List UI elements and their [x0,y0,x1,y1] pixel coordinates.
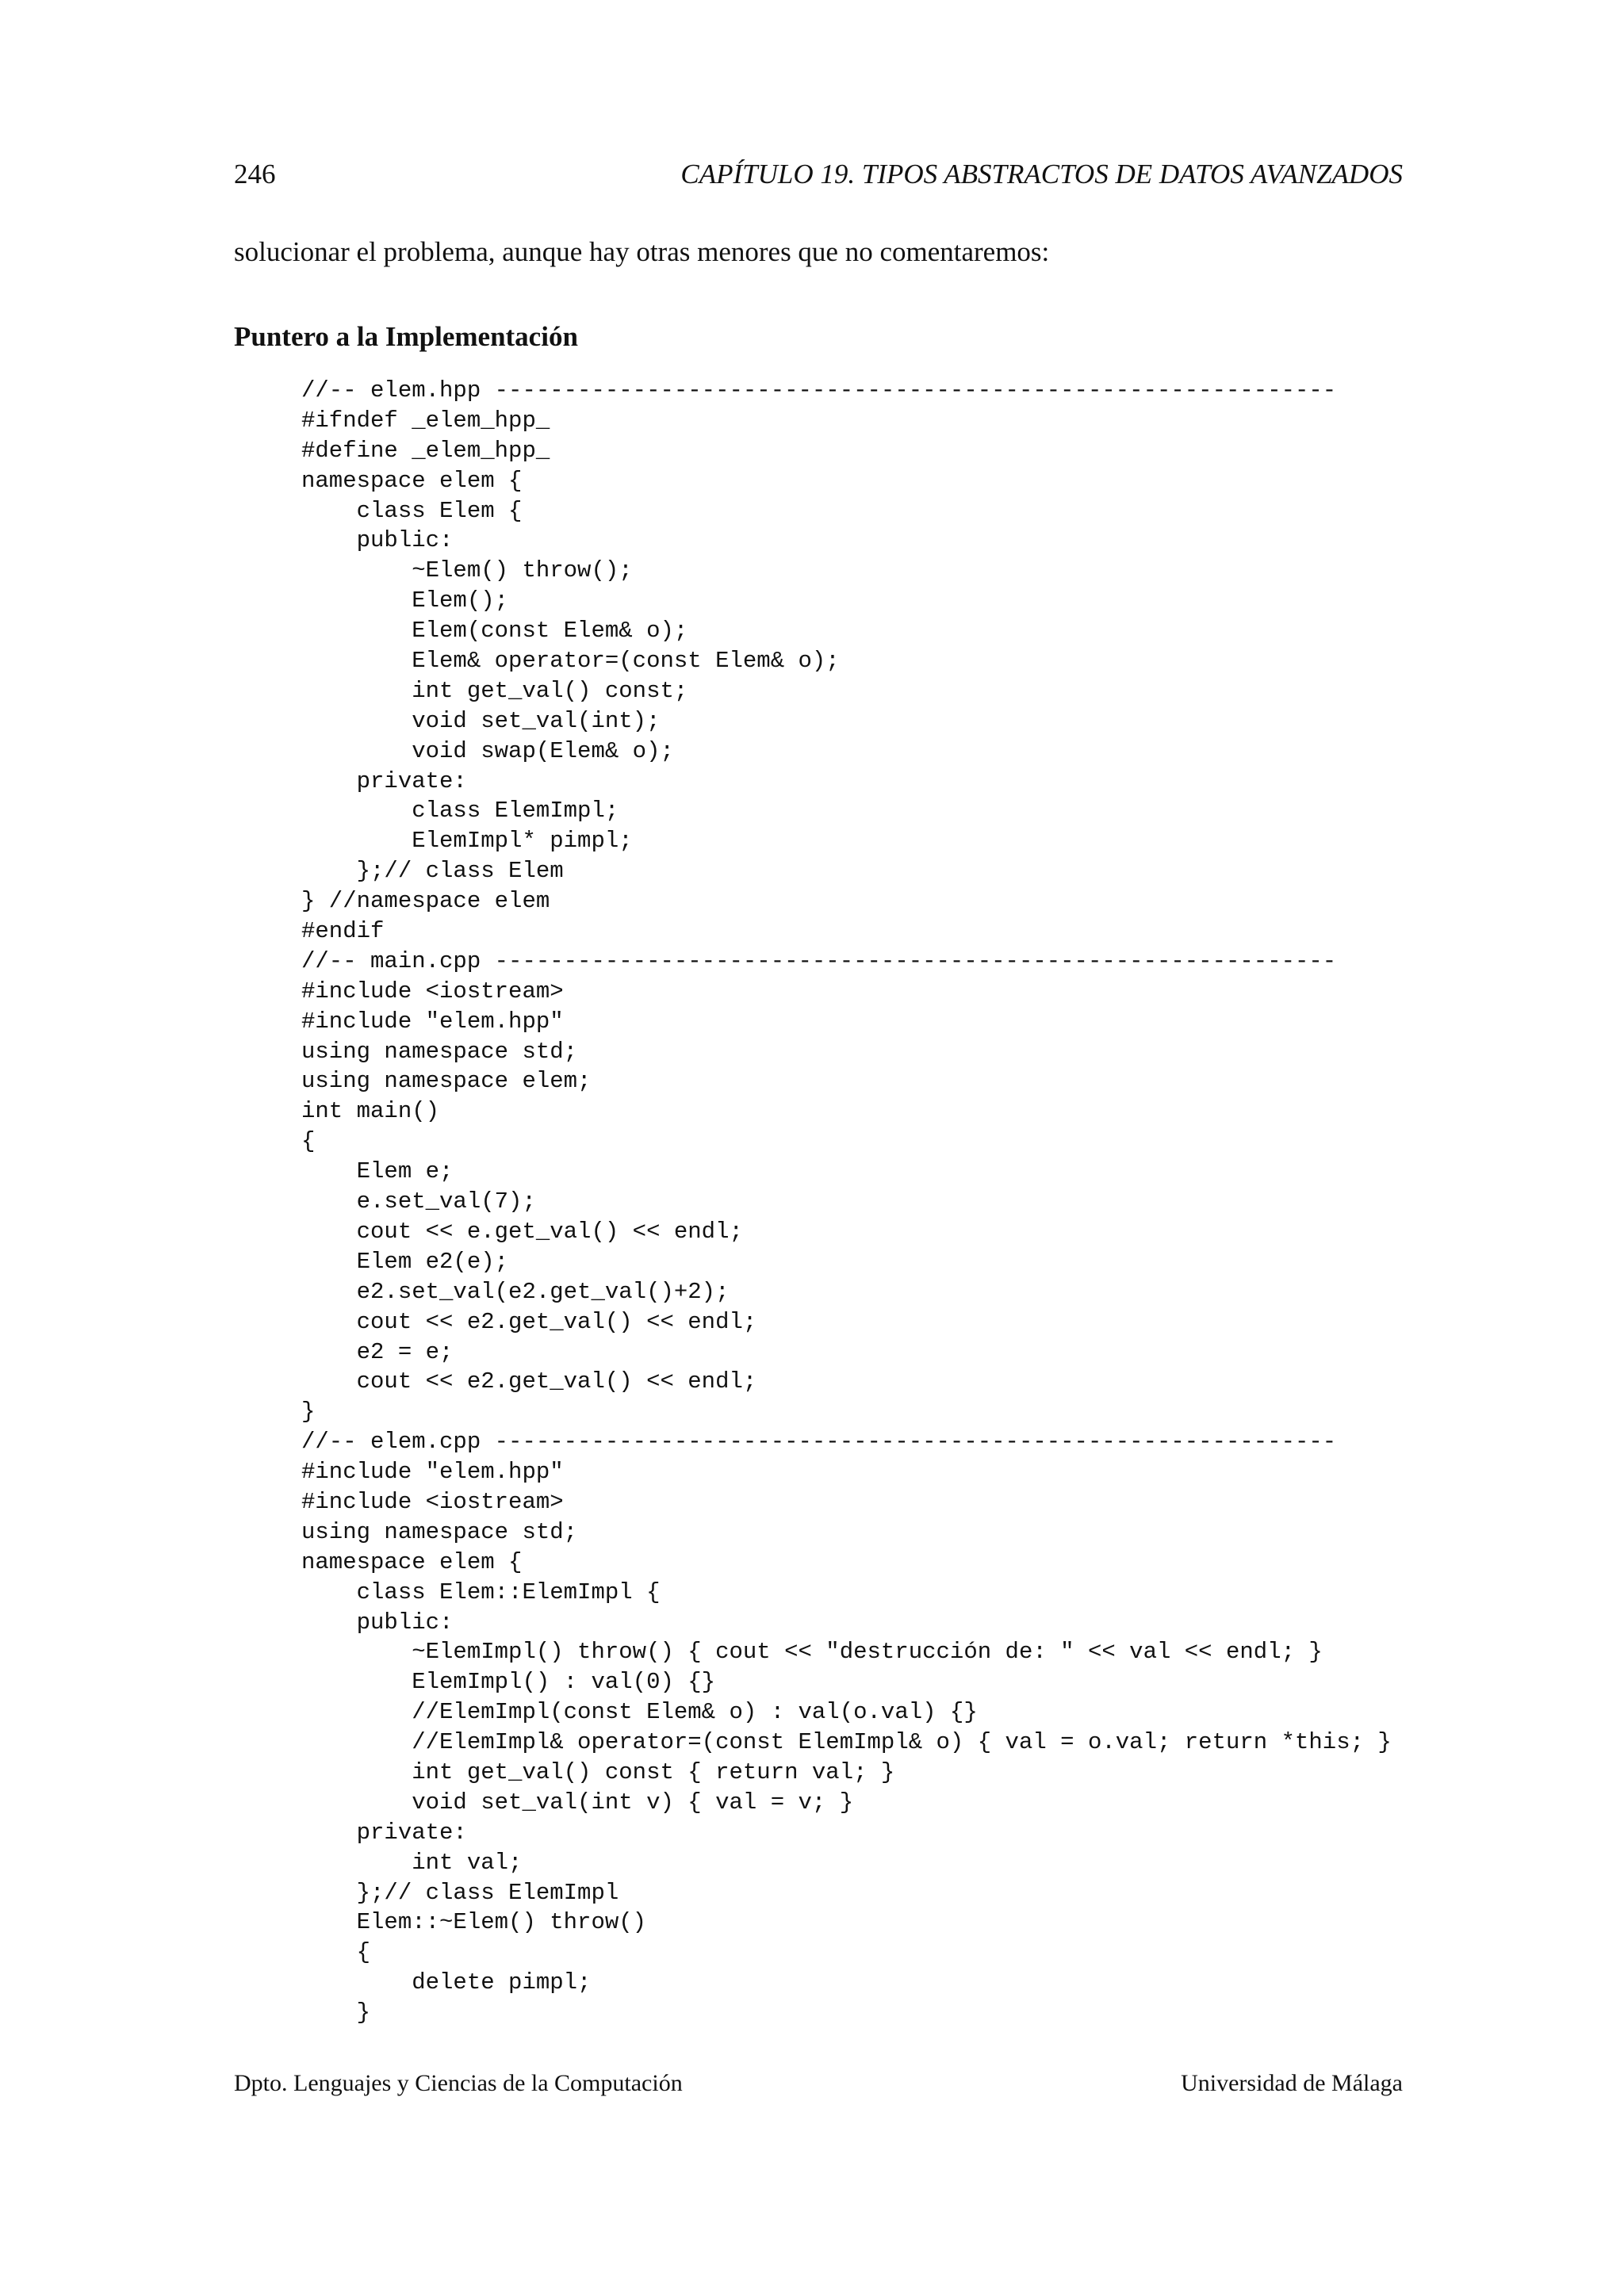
code-line: Elem(); [301,587,509,614]
code-line: } [301,1999,371,2026]
code-line: } [301,1399,316,1425]
code-line: //-- main.cpp ------------------------------------------------------------- [301,947,1337,974]
page-footer [234,2065,1403,2101]
code-line: #include <iostream> [301,1488,564,1515]
code-line: class Elem { [301,497,523,524]
footer-university: Universidad de Málaga [1181,2070,1403,2096]
code-line: ~Elem() throw(); [301,557,633,584]
section-title: Puntero a la Implementación [234,321,578,352]
code-line: namespace elem { [301,467,523,494]
code-line: //-- elem.hpp ------------------------------------------------------------- [301,377,1337,404]
code-line: cout << e.get_val() << endl; [301,1218,743,1245]
code-line: { [301,1939,371,1966]
code-line: using namespace std; [301,1518,578,1545]
code-line: #endif [301,918,385,945]
code-line: ElemImpl() : val(0) {} [301,1669,716,1696]
code-line: e.set_val(7); [301,1188,536,1215]
code-line: e2 = e; [301,1338,454,1365]
code-line: Elem(const Elem& o); [301,618,688,645]
code-line: void set_val(int v) { val = v; } [301,1789,854,1816]
code-line: using namespace std; [301,1038,578,1065]
footer-department: Dpto. Lenguajes y Ciencias de la Computación [234,2070,683,2096]
code-line: { [301,1128,316,1155]
page-number: 246 [234,159,276,189]
code-line: using namespace elem; [301,1068,592,1095]
code-line: cout << e2.get_val() << endl; [301,1308,757,1335]
code-line: public: [301,1609,454,1636]
code-line: #include "elem.hpp" [301,1008,564,1035]
code-line: };// class ElemImpl [301,1879,619,1906]
code-line: ElemImpl* pimpl; [301,828,633,855]
code-line: //-- elem.cpp ------------------------------------------------------------- [301,1429,1337,1456]
code-line: int get_val() const; [301,677,688,704]
code-line: class Elem::ElemImpl { [301,1578,661,1605]
code-line: class ElemImpl; [301,798,619,825]
running-title: CAPÍTULO 19. TIPOS ABSTRACTOS DE DATOS AVANZADOS [680,159,1403,189]
code-line: #include "elem.hpp" [301,1459,564,1486]
code-line: private: [301,1819,467,1846]
code-line: e2.set_val(e2.get_val()+2); [301,1278,730,1305]
code-line: Elem& operator=(const Elem& o); [301,648,840,675]
code-line: Elem e2(e); [301,1248,509,1275]
code-line: int val; [301,1849,523,1876]
code-line: void set_val(int); [301,707,661,734]
code-listing [301,376,1411,2028]
code-line: } //namespace elem [301,888,550,915]
code-line: private: [301,767,467,794]
code-line: namespace elem { [301,1548,523,1575]
code-line: #define _elem_hpp_ [301,437,550,464]
code-line: cout << e2.get_val() << endl; [301,1368,757,1395]
code-line: #ifndef _elem_hpp_ [301,407,550,434]
page-header [234,155,1403,194]
code-line: ~ElemImpl() throw() { cout << "destrucción de: " << val << endl; } [301,1639,1323,1666]
code-line: void swap(Elem& o); [301,737,674,764]
code-line: Elem e; [301,1158,454,1185]
code-line: int get_val() const { return val; } [301,1758,895,1785]
code-line: delete pimpl; [301,1969,592,1996]
code-line: #include <iostream> [301,978,564,1004]
code-line: int main() [301,1098,440,1125]
code-line: };// class Elem [301,858,564,885]
code-line: //ElemImpl& operator=(const ElemImpl& o) { val = o.val; return *this; } [301,1729,1392,1756]
intro-paragraph: solucionar el problema, aunque hay otras menores que no comentaremos: [234,236,1050,267]
code-line: Elem::~Elem() throw() [301,1909,647,1936]
code-line: public: [301,527,454,554]
code-line: //ElemImpl(const Elem& o) : val(o.val) {} [301,1699,978,1726]
